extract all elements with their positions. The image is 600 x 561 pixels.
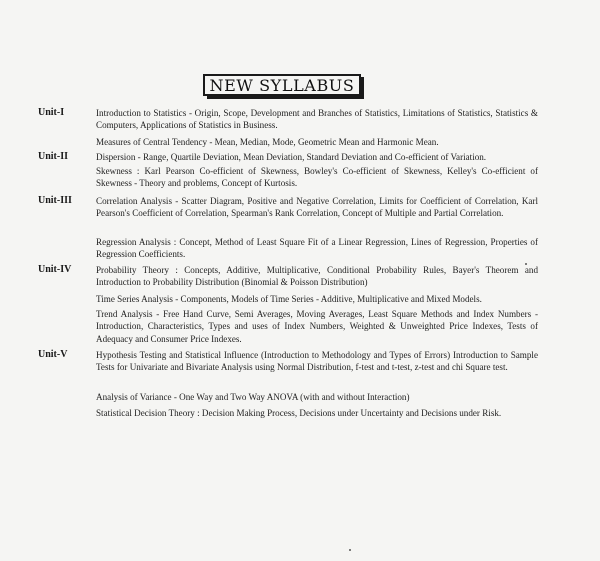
unit-4-paragraph-1: Probability Theory : Concepts, Additive, Multiplicative, Conditional Probability Rules, Bayer's Theorem and Introduction to Probability Distribution (Binomial & Poisson Distribution) — [96, 265, 538, 288]
unit-1-paragraph-2: Measures of Central Tendency - Mean, Median, Mode, Geometric Mean and Harmonic Mean. — [96, 137, 439, 147]
unit-5-paragraph-1: Hypothesis Testing and Statistical Influence (Introduction to Methodology and Types of Errors) Introduction to Sample Tests for Univariate and Bivariate Analysis using Normal Distribution, f-test and t-test, z-test and chi Square test. — [96, 350, 538, 373]
title-shadow-bottom — [207, 96, 364, 99]
unit-4-paragraph-2: Time Series Analysis - Components, Models of Time Series - Additive, Multiplicative and Mixed Models. — [96, 294, 482, 304]
unit-5-paragraph-3: Statistical Decision Theory : Decision Making Process, Decisions under Uncertainty and Decisions under Risk. — [96, 408, 502, 418]
syllabus-title-box — [203, 74, 365, 100]
unit-3-paragraph-1: Correlation Analysis - Scatter Diagram, Positive and Negative Correlation, Limits for Coefficient of Correlation, Karl Pearson's Coefficient of Correlation, Spearman's Rank Correlation, Concept of Multiple and Partial Correlation. — [96, 196, 538, 219]
unit-label-4: Unit-IV — [38, 264, 72, 275]
unit-3-paragraph-2: Regression Analysis : Concept, Method of Least Square Fit of a Linear Regression, Lines of Regression, Properties of Regression Coefficients. — [96, 237, 538, 260]
unit-label-3: Unit-III — [38, 195, 72, 206]
unit-label-2: Unit-II — [38, 151, 69, 162]
unit-2-paragraph-1: Dispersion - Range, Quartile Deviation, Mean Deviation, Standard Deviation and Co-efficient of Variation. — [96, 152, 487, 162]
page-title: NEW SYLLABUS — [203, 74, 361, 96]
scan-speck — [349, 549, 351, 551]
unit-label-1: Unit-I — [38, 107, 65, 118]
unit-label-5: Unit-V — [38, 349, 68, 360]
unit-2-paragraph-2: Skewness : Karl Pearson Co-efficient of Skewness, Bowley's Co-efficient of Skewness, Kelley's Co-efficient of Skewness - Theory and problems, Concept of Kurtosis. — [96, 166, 538, 189]
scan-speck — [525, 263, 527, 265]
unit-5-paragraph-2: Analysis of Variance - One Way and Two Way ANOVA (with and without Interaction) — [96, 392, 410, 402]
unit-4-paragraph-3: Trend Analysis - Free Hand Curve, Semi Averages, Moving Averages, Least Square Methods and Index Numbers - Introduction, Characteristics, Types and uses of Index Numbers, Weighted & Unweighted Price Indexes, Tests of Adequacy and Consumer Price Indexes. — [96, 309, 538, 344]
unit-1-paragraph-1: Introduction to Statistics - Origin, Scope, Development and Branches of Statistics, Limitations of Statistics, Statistics & Computers, Applications of Statistics in Business. — [96, 108, 538, 131]
